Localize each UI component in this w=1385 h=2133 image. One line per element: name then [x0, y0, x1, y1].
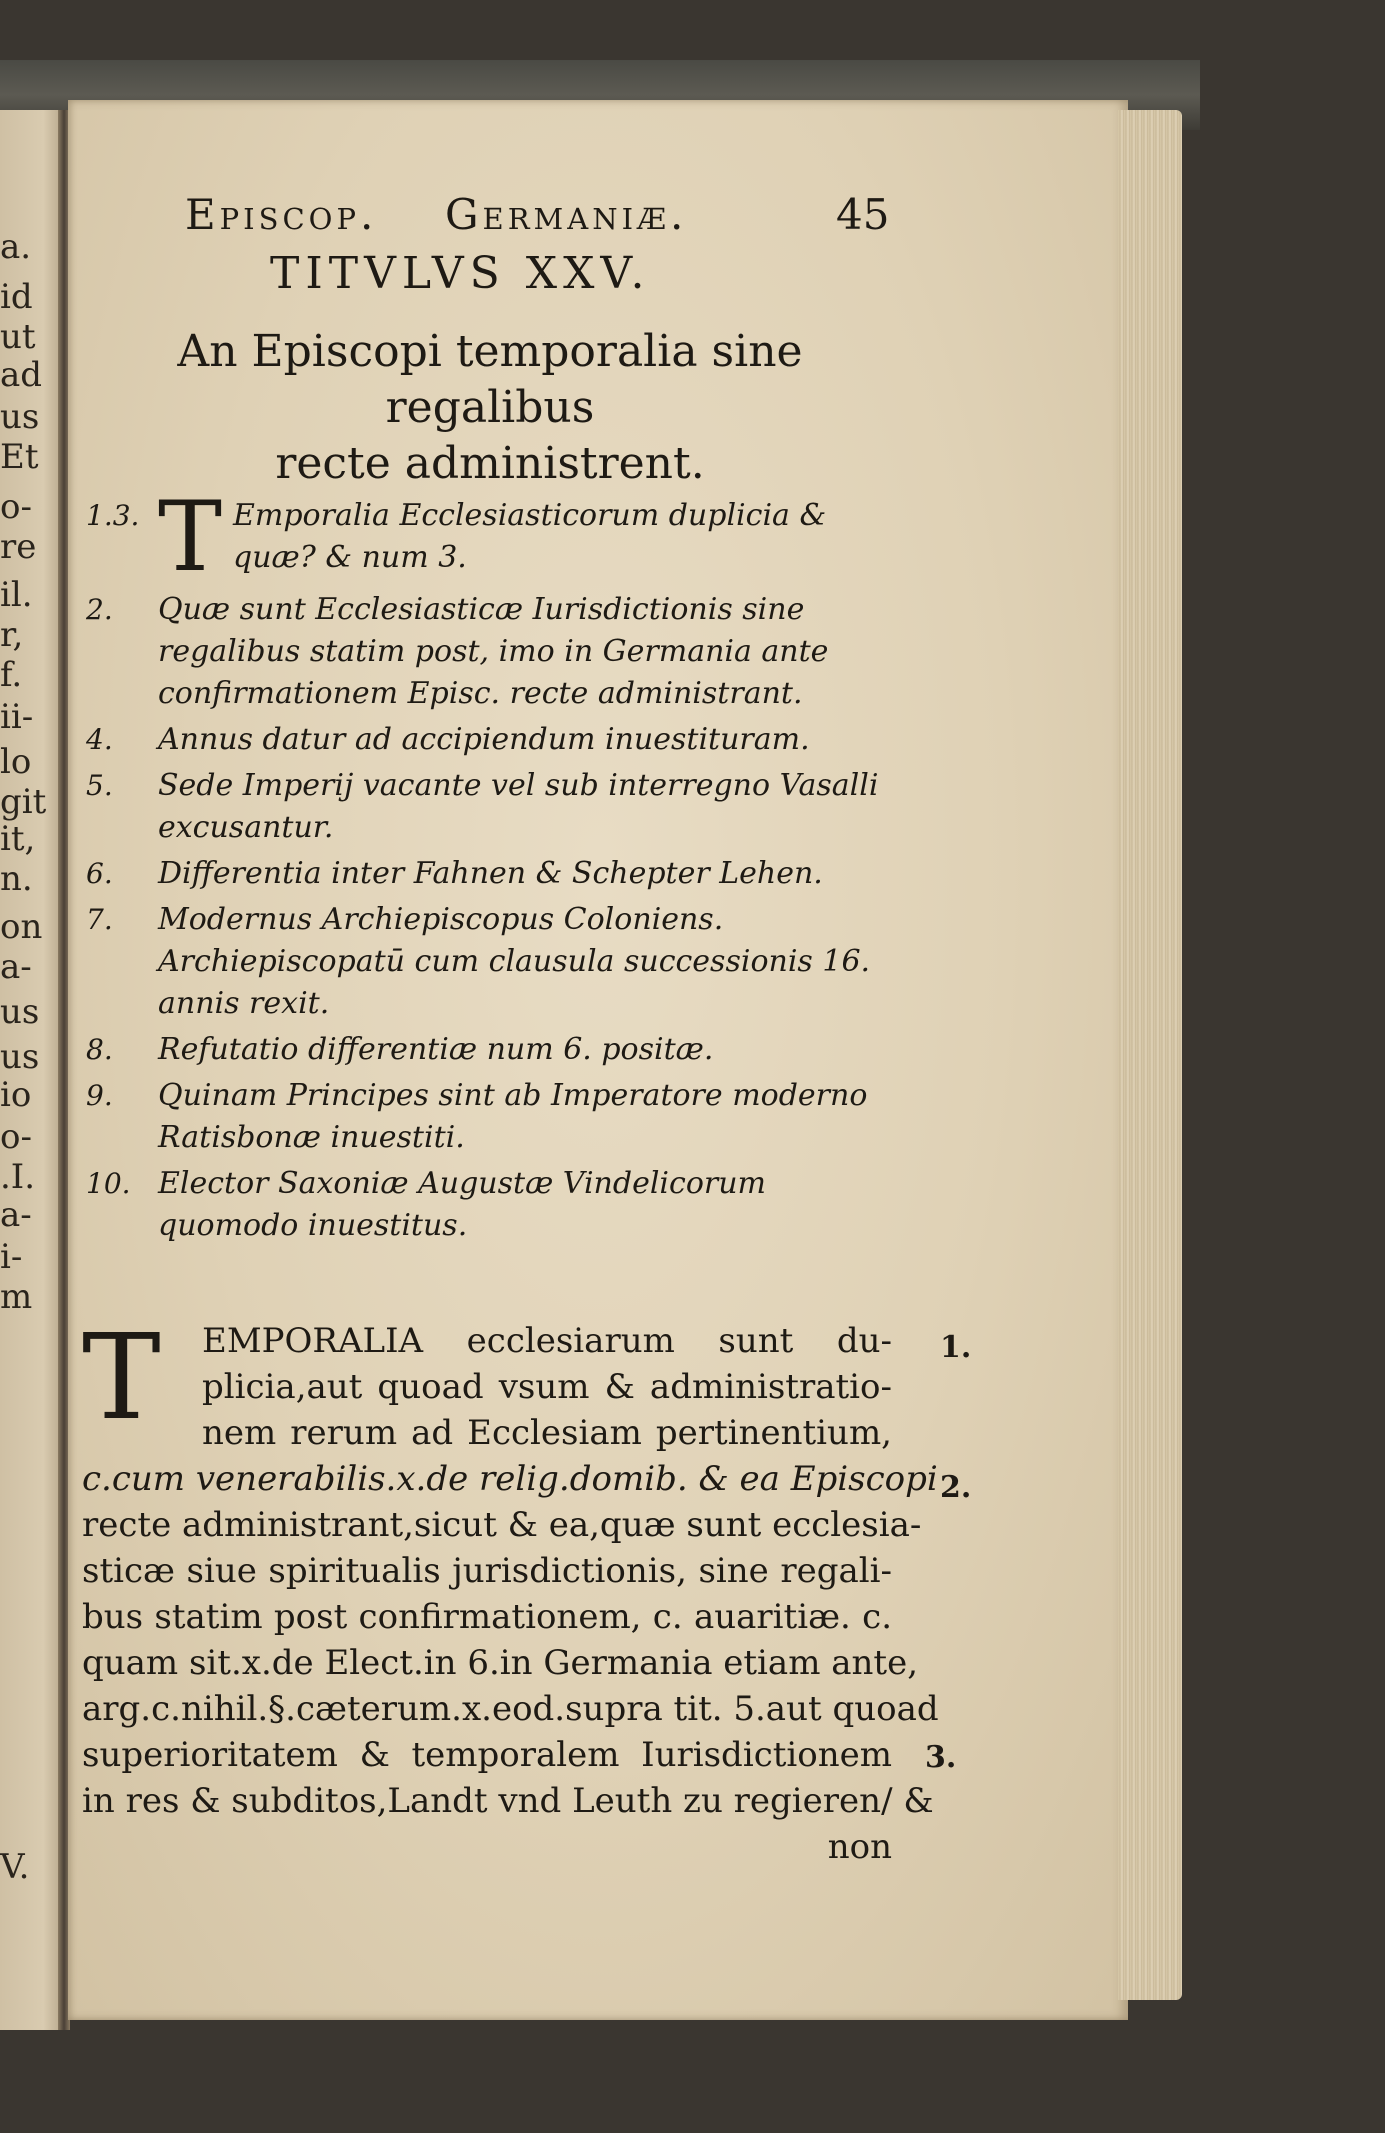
summary-text: Elector Saxoniæ Augustæ Vindelicorum quomodo inuestitus.	[158, 1166, 766, 1243]
left-page-text-fragment: r,	[0, 615, 24, 655]
summary-number: 6.	[86, 857, 113, 890]
left-page-text-fragment: ut	[0, 317, 36, 357]
body-line: in res & subditos,Landt vnd Leuth zu regieren/ &	[82, 1781, 934, 1821]
page-number: 45	[836, 190, 890, 239]
summary-item	[78, 1075, 898, 1159]
heading-line: An Episcopi temporalia sine regalibus	[177, 326, 803, 433]
body-text	[82, 1308, 939, 1870]
summary-number: 7.	[86, 903, 113, 936]
running-head-left: Episcop.	[185, 190, 378, 239]
left-page-text-fragment: n.	[0, 859, 33, 899]
summary-item	[78, 1163, 898, 1247]
chapter-title: TITVLVS XXV.	[270, 248, 651, 299]
summary-number: 2.	[86, 593, 113, 626]
margin-number: 3.	[925, 1740, 957, 1775]
left-page-text-fragment: Et	[0, 437, 39, 477]
left-page-text-fragment: id	[0, 277, 33, 317]
summary-text: Refutatio differentiæ num 6. positæ.	[158, 1032, 714, 1067]
body-line: quam sit.x.de Elect.in 6.in Germania etiam ante,	[82, 1643, 919, 1683]
left-page-text-fragment: m	[0, 1277, 33, 1317]
summary-number: 1.3.	[86, 499, 140, 532]
left-page-text-fragment: us	[0, 992, 40, 1032]
catchword: non	[827, 1827, 892, 1867]
left-page-text-fragment: o-	[0, 1117, 32, 1157]
body-line: c.cum venerabilis.x.de relig.domib. & ea Episcopi	[82, 1459, 938, 1499]
running-head-center: Germaniæ.	[445, 190, 688, 239]
summary-text: Differentia inter Fahnen & Schepter Lehen.	[158, 856, 823, 891]
left-page-text-fragment: lo	[0, 742, 32, 782]
summary-item	[78, 1029, 898, 1071]
left-page-text-fragment: a-	[0, 947, 32, 987]
body-line: nem rerum ad Ecclesiam pertinentium,	[202, 1413, 892, 1453]
summary-item	[78, 853, 898, 895]
summary-item	[78, 719, 898, 761]
summary-text: Emporalia Ecclesiasticorum duplicia & quæ? & num 3.	[233, 498, 827, 575]
summary-item	[78, 899, 898, 1025]
body-line: plicia,aut quoad vsum & administratio-	[202, 1367, 892, 1407]
left-page-text-fragment: re	[0, 527, 37, 567]
left-page-text-fragment: .I.	[0, 1157, 36, 1197]
summary-text: Sede Imperij vacante vel sub interregno Vasalli excusantur.	[158, 768, 879, 845]
summary-item	[78, 481, 898, 593]
body-line: sticæ siue spiritualis jurisdictionis, sine regali-	[82, 1551, 892, 1591]
left-page-fragment	[0, 110, 62, 2030]
left-page-text-fragment: it,	[0, 819, 36, 859]
summary-dropcap: T	[158, 481, 223, 593]
summary-item	[78, 765, 898, 849]
left-page-text-fragment: us	[0, 397, 40, 437]
left-page-text-fragment: ii-	[0, 697, 34, 737]
summary-text: Quinam Principes sint ab Imperatore moderno Ratisbonæ inuestiti.	[158, 1078, 868, 1155]
summary-number: 8.	[86, 1033, 113, 1066]
left-page-text-fragment: a.	[0, 227, 32, 267]
body-line: bus statim post confirmationem, c. auaritiæ. c.	[82, 1597, 892, 1637]
body-line: superioritatem & temporalem Iurisdictionem	[82, 1735, 892, 1775]
left-page-text-fragment: git	[0, 782, 47, 822]
body-line: EMPORALIA ecclesiarum sunt du-	[202, 1321, 892, 1361]
summary-number: 10.	[86, 1167, 131, 1200]
summary-list	[78, 481, 898, 1251]
page-edges	[1118, 110, 1182, 2000]
heading-line: recte administrent.	[275, 438, 705, 489]
left-page-text-fragment: o-	[0, 487, 32, 527]
left-page-text-fragment: i-	[0, 1237, 23, 1277]
left-page-text-fragment: ad	[0, 355, 43, 395]
summary-number: 4.	[86, 723, 113, 756]
summary-text: Modernus Archiepiscopus Coloniens. Archiepiscopatū cum clausula successionis 16. annis rexit.	[158, 902, 871, 1021]
chapter-heading	[80, 324, 900, 492]
summary-number: 9.	[86, 1079, 113, 1112]
body-dropcap: T	[82, 1308, 161, 1446]
left-page-text-fragment: f.	[0, 655, 23, 695]
left-page-text-fragment: on	[0, 907, 43, 947]
body-line: recte administrant,sicut & ea,quæ sunt ecclesia-	[82, 1505, 922, 1545]
left-page-text-fragment: il.	[0, 575, 33, 615]
summary-text: Quæ sunt Ecclesiasticæ Iurisdictionis sine regalibus statim post, imo in Germania ante confirmationem Episc. recte administrant.	[158, 592, 829, 711]
summary-item	[78, 589, 898, 715]
summary-number: 5.	[86, 769, 113, 802]
body-line: arg.c.nihil.§.cæterum.x.eod.supra tit. 5.aut quoad	[82, 1689, 939, 1729]
left-page-text-fragment: us	[0, 1037, 40, 1077]
left-page-text-fragment: a-	[0, 1195, 32, 1235]
margin-number: 2.	[940, 1470, 972, 1505]
left-page-text-fragment: io	[0, 1075, 32, 1115]
margin-number: 1.	[940, 1330, 972, 1365]
summary-text: Annus datur ad accipiendum inuestituram.	[158, 722, 810, 757]
left-page-text-fragment: V.	[0, 1847, 30, 1887]
